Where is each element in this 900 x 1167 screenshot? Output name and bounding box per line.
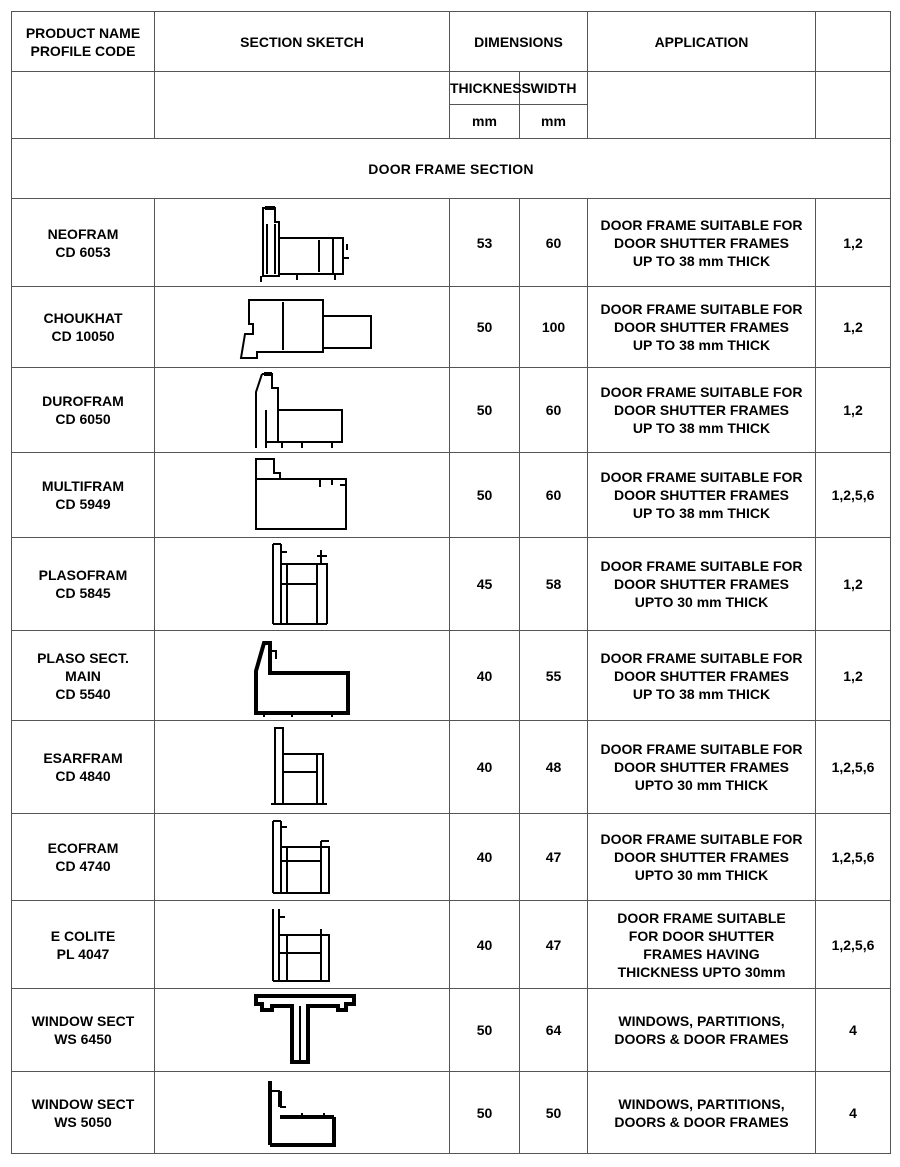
table-row [12, 1072, 891, 1154]
width-value: 64 [520, 989, 588, 1072]
product-name-line: WS 5050 [54, 1113, 112, 1130]
application-line: THICKNESS UPTO 30mm [617, 963, 786, 980]
product-name-cell [12, 901, 155, 989]
plasofram-profile-icon [155, 538, 450, 631]
table-row [12, 538, 891, 631]
product-name-cell [12, 721, 155, 814]
application-line: DOOR SHUTTER FRAMES [614, 234, 789, 251]
table-row [12, 368, 891, 453]
ecofram-profile-icon [155, 814, 450, 901]
application-code: 1,2 [816, 287, 891, 368]
durofram-profile-icon [155, 368, 450, 453]
application-line: DOOR SHUTTER FRAMES [614, 849, 789, 865]
width-value: 55 [520, 631, 588, 721]
application-cell [588, 1072, 816, 1154]
product-name-line: WINDOW SECT [31, 1013, 135, 1029]
application-line: UPTO 30 mm THICK [634, 594, 769, 610]
width-value: 60 [520, 368, 588, 453]
application-line: FOR DOOR SHUTTER [628, 927, 775, 944]
application-cell [588, 989, 816, 1072]
application-line: DOOR FRAME SUITABLE FOR [600, 649, 803, 666]
application-cell [588, 721, 816, 814]
thickness-value: 50 [450, 368, 520, 453]
product-name-line: PLASOFRAM [38, 567, 128, 583]
product-name-line: CD 5540 [55, 685, 111, 702]
application-code: 1,2 [816, 199, 891, 287]
ecolite-profile-icon [155, 901, 450, 989]
application-line: DOOR FRAME SUITABLE [617, 909, 786, 926]
application-line: DOOR SHUTTER FRAMES [614, 667, 789, 684]
neofram-profile-icon [155, 199, 450, 287]
width-value: 50 [520, 1072, 588, 1154]
window-sect-5050-profile-icon [155, 1072, 450, 1154]
product-name-line: CD 6050 [55, 411, 111, 427]
application-line: DOOR FRAME SUITABLE FOR [600, 469, 803, 485]
application-line: UPTO 30 mm THICK [634, 777, 769, 793]
application-code: 1,2 [816, 368, 891, 453]
application-cell [588, 368, 816, 453]
application-cell [588, 453, 816, 538]
header-application: APPLICATION [588, 12, 816, 72]
application-cell [588, 901, 816, 989]
product-name-line: WS 6450 [54, 1031, 112, 1047]
product-name-line: PLASO SECT. [37, 649, 129, 666]
application-code: 1,2,5,6 [816, 901, 891, 989]
plaso-sect-main-profile-icon [155, 631, 450, 721]
header-code [816, 12, 891, 72]
table-row [12, 199, 891, 287]
application-line: DOOR SHUTTER FRAMES [614, 319, 789, 335]
subheader-thickness [450, 72, 531, 139]
application-code: 4 [816, 989, 891, 1072]
application-line: DOOR FRAME SUITABLE FOR [600, 831, 803, 847]
thickness-value: 40 [450, 901, 520, 989]
product-name-cell [12, 1072, 155, 1154]
product-name-cell [12, 989, 155, 1072]
product-name-line: CD 6053 [55, 243, 111, 260]
product-name-line: DUROFRAM [42, 393, 124, 409]
product-name-cell [12, 814, 155, 901]
product-name-cell [12, 631, 155, 721]
product-name-line: ESARFRAM [43, 750, 123, 766]
product-name-line: E COLITE [50, 927, 116, 944]
application-line: DOOR SHUTTER FRAMES [614, 576, 789, 592]
table-row [12, 287, 891, 368]
application-line: DOOR FRAME SUITABLE FOR [600, 301, 803, 317]
application-code: 4 [816, 1072, 891, 1154]
thickness-value: 50 [450, 287, 520, 368]
product-name-line: MAIN [65, 667, 101, 684]
profile-spec-table [11, 11, 891, 1154]
table-row [12, 453, 891, 538]
thickness-value: 50 [450, 1072, 520, 1154]
application-line: UPTO 30 mm THICK [634, 867, 769, 883]
product-name-line: CD 10050 [51, 328, 115, 344]
subheader-empty-application [588, 72, 816, 139]
application-line: UP TO 38 mm THICK [632, 420, 771, 436]
product-name-line: CD 4840 [55, 768, 111, 784]
table-row [12, 989, 891, 1072]
product-name-cell [12, 287, 155, 368]
application-cell [588, 814, 816, 901]
application-code: 1,2,5,6 [816, 814, 891, 901]
product-name-line: ECOFRAM [47, 840, 119, 856]
choukhat-profile-icon [155, 287, 450, 368]
thickness-label: THICKNESS [450, 72, 519, 105]
application-cell [588, 287, 816, 368]
application-code: 1,2,5,6 [816, 453, 891, 538]
window-sect-6450-profile-icon [155, 989, 450, 1072]
header-section-sketch: SECTION SKETCH [155, 12, 450, 72]
product-name-line: CD 5845 [55, 585, 111, 601]
application-line: DOOR FRAME SUITABLE FOR [600, 558, 803, 574]
thickness-value: 53 [450, 199, 520, 287]
section-title: DOOR FRAME SECTION [12, 139, 891, 199]
width-value: 47 [520, 814, 588, 901]
application-line: UP TO 38 mm THICK [632, 685, 771, 702]
profile-rows [12, 199, 891, 1154]
application-code: 1,2 [816, 631, 891, 721]
application-line: DOOR SHUTTER FRAMES [614, 759, 789, 775]
width-label: WIDTH [520, 72, 587, 105]
width-value: 100 [520, 287, 588, 368]
product-name-line: WINDOW SECT [31, 1095, 135, 1112]
application-code: 1,2,5,6 [816, 721, 891, 814]
application-code: 1,2 [816, 538, 891, 631]
application-line: DOOR SHUTTER FRAMES [614, 402, 789, 418]
application-line: UP TO 38 mm THICK [632, 337, 771, 353]
header-product-name [12, 12, 155, 72]
application-cell [588, 538, 816, 631]
application-line: DOORS & DOOR FRAMES [614, 1113, 789, 1130]
application-line: DOOR FRAME SUITABLE FOR [600, 216, 803, 233]
product-name-line: CHOUKHAT [43, 310, 123, 326]
width-value: 48 [520, 721, 588, 814]
thickness-value: 50 [450, 989, 520, 1072]
application-line: WINDOWS, PARTITIONS, [618, 1013, 785, 1029]
width-value: 60 [520, 199, 588, 287]
application-line: DOOR FRAME SUITABLE FOR [600, 384, 803, 400]
esarfram-profile-icon [155, 721, 450, 814]
subheader-empty-name [12, 72, 155, 139]
product-name-cell [12, 199, 155, 287]
application-line: UP TO 38 mm THICK [632, 252, 771, 269]
application-line: FRAMES HAVING [643, 945, 760, 962]
width-value: 58 [520, 538, 588, 631]
product-name-cell [12, 453, 155, 538]
thickness-value: 40 [450, 814, 520, 901]
application-line: UP TO 38 mm THICK [632, 505, 771, 521]
product-name-line: CD 4740 [55, 858, 111, 874]
thickness-value: 50 [450, 453, 520, 538]
product-name-line: MULTIFRAM [41, 478, 125, 494]
multifram-profile-icon [155, 453, 450, 538]
product-name-line: NEOFRAM [47, 225, 119, 242]
thickness-unit: mm [472, 113, 497, 129]
application-cell [588, 199, 816, 287]
subheader-empty-sketch [155, 72, 450, 139]
width-unit: mm [541, 113, 566, 129]
application-cell [588, 631, 816, 721]
product-name-line: CD 5949 [55, 496, 111, 512]
header-profile-code-label: PROFILE CODE [30, 42, 136, 59]
application-line: DOOR FRAME SUITABLE FOR [600, 741, 803, 757]
thickness-value: 40 [450, 631, 520, 721]
width-value: 47 [520, 901, 588, 989]
table-row [12, 814, 891, 901]
table-row [12, 631, 891, 721]
product-name-line: PL 4047 [56, 945, 110, 962]
subheader-empty-code [816, 72, 891, 139]
product-name-cell [12, 368, 155, 453]
width-value: 60 [520, 453, 588, 538]
thickness-value: 40 [450, 721, 520, 814]
table-row [12, 721, 891, 814]
header-product-name-label: PRODUCT NAME [25, 24, 141, 41]
application-line: DOOR SHUTTER FRAMES [614, 487, 789, 503]
header-dimensions: DIMENSIONS [450, 12, 588, 72]
table-row [12, 901, 891, 989]
application-line: DOORS & DOOR FRAMES [614, 1031, 789, 1047]
product-name-cell [12, 538, 155, 631]
application-line: WINDOWS, PARTITIONS, [618, 1095, 785, 1112]
thickness-value: 45 [450, 538, 520, 631]
